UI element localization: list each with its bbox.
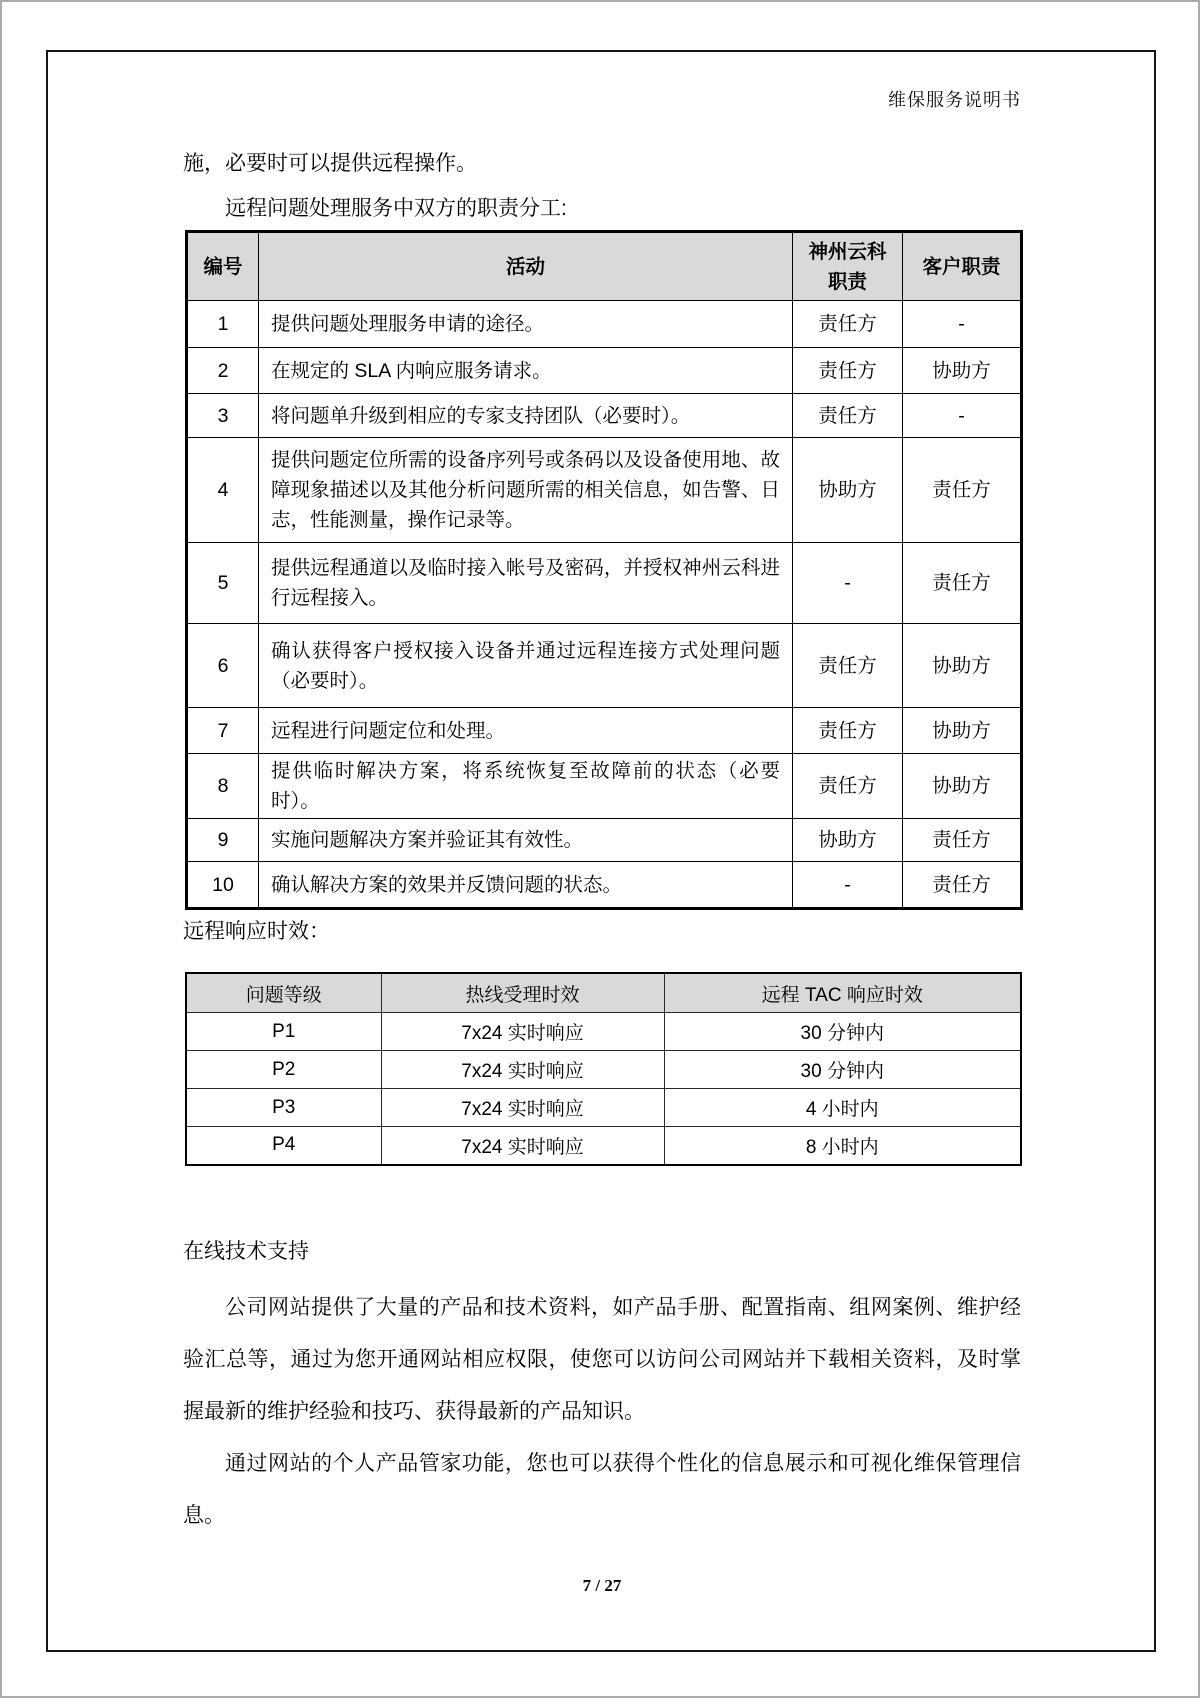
table-cell: 责任方 xyxy=(793,754,903,819)
table-cell: 责任方 xyxy=(793,301,903,348)
table-cell: 4 xyxy=(187,438,259,543)
table-cell: 协助方 xyxy=(903,754,1022,819)
table-cell: P3 xyxy=(186,1089,381,1127)
table-cell: 7x24 实时响应 xyxy=(381,1089,664,1127)
table-cell: P4 xyxy=(186,1127,381,1165)
table-cell: 责任方 xyxy=(793,708,903,754)
table-row xyxy=(186,1127,1021,1165)
page-number: 7 / 27 xyxy=(582,1576,622,1595)
table-cell: 4 小时内 xyxy=(664,1089,1021,1127)
table-cell: - xyxy=(903,301,1022,348)
table-cell: 2 xyxy=(187,348,259,394)
table-row xyxy=(187,301,1022,348)
table-row xyxy=(187,624,1022,708)
table-cell: 责任方 xyxy=(903,862,1022,909)
table-cell: 30 分钟内 xyxy=(664,1013,1021,1051)
table-row xyxy=(187,754,1022,819)
table-cell: 7x24 实时响应 xyxy=(381,1051,664,1089)
table-cell: 3 xyxy=(187,394,259,438)
table-cell: P1 xyxy=(186,1013,381,1051)
remote-response-sla-heading: 远程响应时效： xyxy=(183,920,330,943)
table-cell: 协助方 xyxy=(903,348,1022,394)
table-cell: 8 小时内 xyxy=(664,1127,1021,1165)
table-row xyxy=(187,708,1022,754)
table-row xyxy=(186,1051,1021,1089)
table-cell: 责任方 xyxy=(903,543,1022,624)
table-cell: - xyxy=(793,862,903,909)
table-row xyxy=(186,1013,1021,1051)
table-cell: 协助方 xyxy=(903,624,1022,708)
table-row xyxy=(187,348,1022,394)
table-cell: 责任方 xyxy=(793,394,903,438)
online-support-paragraphs xyxy=(183,1282,1021,1542)
table-cell: 责任方 xyxy=(793,348,903,394)
column-header-problem-level: 问题等级 xyxy=(186,973,381,1013)
table-cell: 7 xyxy=(187,708,259,754)
table-cell: 1 xyxy=(187,301,259,348)
table-cell: 将问题单升级到相应的专家支持团队（必要时）。 xyxy=(259,394,793,438)
online-support-heading: 在线技术支持 xyxy=(183,1240,309,1263)
table-cell: 6 xyxy=(187,624,259,708)
table-cell: 提供问题定位所需的设备序列号或条码以及设备使用地、故障现象描述以及其他分析问题所需的相关信息，如告警、日志，性能测量，操作记录等。 xyxy=(259,438,793,543)
table-cell: 10 xyxy=(187,862,259,909)
column-header-number: 编号 xyxy=(187,232,259,301)
table-row xyxy=(187,543,1022,624)
paragraph-website-resources: 公司网站提供了大量的产品和技术资料，如产品手册、配置指南、组网案例、维护经验汇总等，通过为您开通网站相应权限，使您可以访问公司网站并下载相关资料，及时掌握最新的维护经验和技巧、获得最新的产品知识。 xyxy=(183,1296,1021,1423)
column-header-customer-responsibility: 客户职责 xyxy=(903,232,1022,301)
table-cell: 确认解决方案的效果并反馈问题的状态。 xyxy=(259,862,793,909)
table-cell: 责任方 xyxy=(903,819,1022,862)
table-cell: 提供临时解决方案，将系统恢复至故障前的状态（必要时）。 xyxy=(259,754,793,819)
responsibility-table xyxy=(185,230,1023,910)
column-header-activity: 活动 xyxy=(259,232,793,301)
table-cell: 在规定的 SLA 内响应服务请求。 xyxy=(259,348,793,394)
table-cell: 实施问题解决方案并验证其有效性。 xyxy=(259,819,793,862)
table-cell: 提供问题处理服务申请的途径。 xyxy=(259,301,793,348)
table-cell: - xyxy=(903,394,1022,438)
paragraph-product-manager: 通过网站的个人产品管家功能，您也可以获得个性化的信息展示和可视化维保管理信息。 xyxy=(183,1452,1021,1527)
table-cell: 协助方 xyxy=(793,438,903,543)
responsibility-table-header-row xyxy=(187,232,1022,301)
table-cell: 责任方 xyxy=(903,438,1022,543)
column-header-dcn-responsibility: 神州云科职责 xyxy=(793,232,903,301)
table-cell: 提供远程通道以及临时接入帐号及密码，并授权神州云科进行远程接入。 xyxy=(259,543,793,624)
table-cell: 确认获得客户授权接入设备并通过远程连接方式处理问题（必要时）。 xyxy=(259,624,793,708)
table-row xyxy=(187,394,1022,438)
table-row xyxy=(186,1089,1021,1127)
sla-table xyxy=(185,972,1022,1166)
table-cell: 协助方 xyxy=(903,708,1022,754)
table-cell: - xyxy=(793,543,903,624)
column-header-hotline-sla: 热线受理时效 xyxy=(381,973,664,1013)
sla-table-header-row xyxy=(186,973,1021,1013)
table-cell: 5 xyxy=(187,543,259,624)
table-cell: 远程进行问题定位和处理。 xyxy=(259,708,793,754)
table-cell: 9 xyxy=(187,819,259,862)
table-cell: 30 分钟内 xyxy=(664,1051,1021,1089)
table-intro-text: 远程问题处理服务中双方的职责分工: xyxy=(225,197,567,220)
body-text-continued: 施，必要时可以提供远程操作。 xyxy=(183,152,477,175)
table-row xyxy=(187,862,1022,909)
table-cell: 责任方 xyxy=(793,624,903,708)
table-cell: 8 xyxy=(187,754,259,819)
table-cell: 协助方 xyxy=(793,819,903,862)
table-cell: P2 xyxy=(186,1051,381,1089)
table-row xyxy=(187,819,1022,862)
table-row xyxy=(187,438,1022,543)
table-cell: 7x24 实时响应 xyxy=(381,1127,664,1165)
document-header-title: 维保服务说明书 xyxy=(888,90,1021,110)
page-content xyxy=(183,2,1021,1696)
table-cell: 7x24 实时响应 xyxy=(381,1013,664,1051)
column-header-remote-tac-sla: 远程 TAC 响应时效 xyxy=(664,973,1021,1013)
